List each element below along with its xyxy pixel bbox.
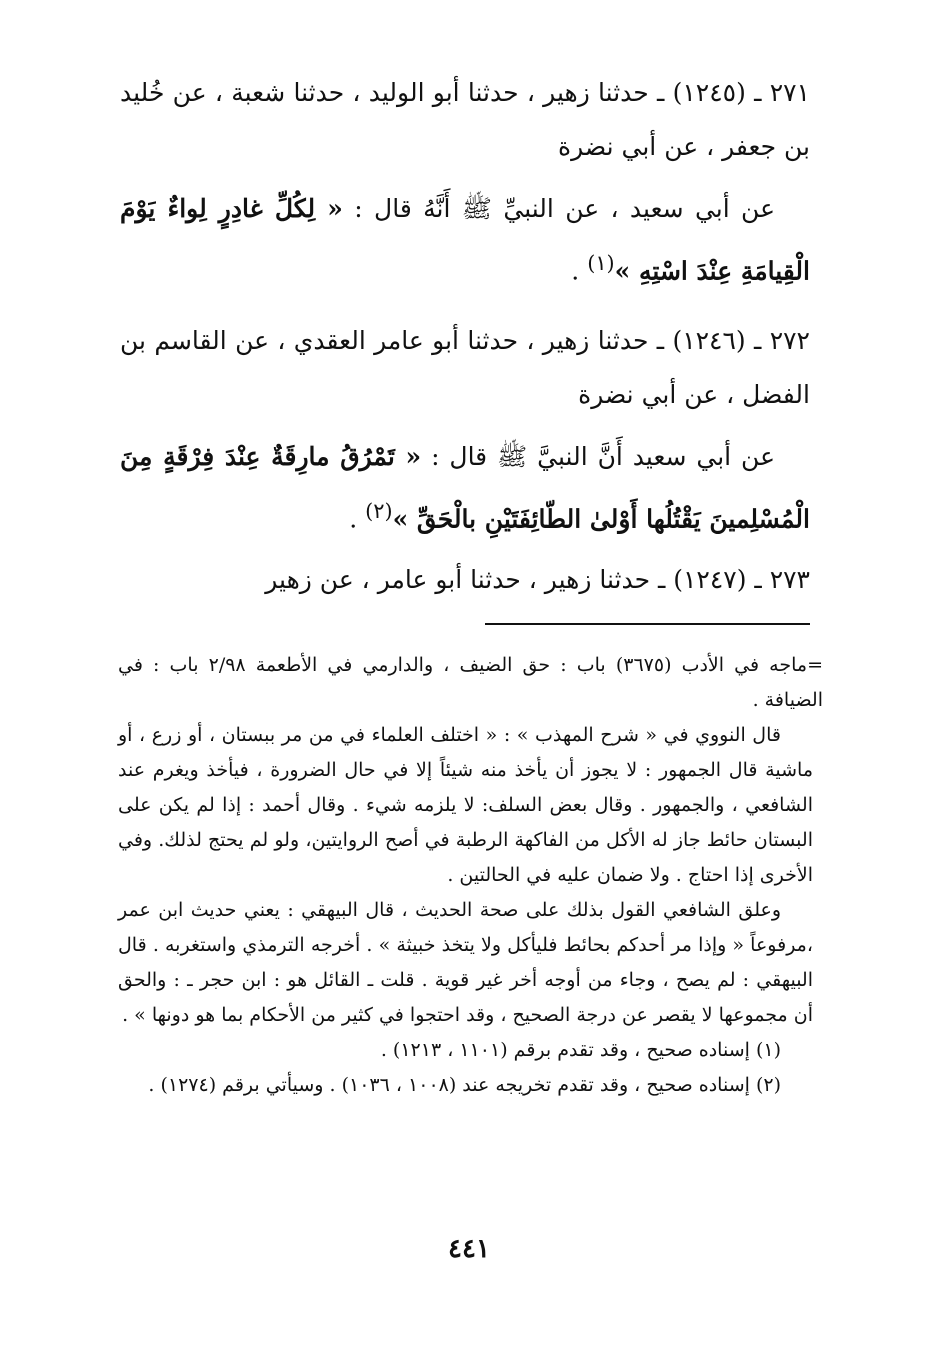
note-bayhaqi: وعلق الشافعي القول بذلك على صحة الحديث ، قال البيهقي : يعني حديث ابن عمر ،مرفوعاً « وإذا مر أحدكم بحائط فليأكل ولا يتخذ خبيثة » . أخرجه الترمذي واستغربه . قال البيهقي : لم يصح ، وجاء من أوجه أخر غير قوية . قلت ـ القائل هو : ابن حجر ـ : والحق أن مجموعها لا يقصر عن درجة الصحيح ، وقد احتجوا في كثير من الأحكام بما هو دونها » . — [118, 899, 813, 1026]
note-nawawi: قال النووي في « شرح المهذب » : « اختلف العلماء في من مر ببستان ، أو زرع ، أو ماشية قال الجمهور : لا يجوز أن يأخذ منه شيئاً إلا في حال الضرورة ، فيأخذ ويغرم عند الشافعي ، والجمهور . وقال بعض السلف: لا يلزمه شيء . وقال أحمد : إذا لم يكن على البستان حائط جاز له الأكل من الفاكهة الرطبة في أصح الروايتين، ولو لم يحتج لذلك. وفي الأخرى إذا احتاج . ولا ضمان عليه في الحالتين . — [118, 724, 813, 886]
hadith-272-matn-intro: عن أبي سعيد أَنَّ النبيَّ ﷺ قال : — [431, 442, 775, 471]
hadith-271-matn-quote: « لِكُلِّ غادِرٍ لِواءٌ يَوْمَ الْقِيامَةِ عِنْدَ اسْتِهِ » — [120, 194, 810, 286]
hadith-273 — [120, 553, 810, 615]
hadith-272-matn — [120, 430, 810, 546]
hadith-271-end: . — [571, 256, 588, 286]
hadith-272-end: . — [349, 504, 366, 534]
footnote-1: (١) إسناده صحيح ، وقد تقدم برقم (١١٠١ ، ١٢١٣) . — [380, 1039, 781, 1061]
hadith-272 — [120, 314, 810, 562]
hadith-272-chain: ٢٧٢ ـ (١٢٤٦) ـ حدثنا زهير ، حدثنا أبو عامر العقدي ، عن القاسم بن الفضل ، عن أبي نضرة — [120, 326, 810, 409]
hadith-271-matn — [120, 182, 810, 298]
hadith-273-chain: ٢٧٣ ـ (١٢٤٧) ـ حدثنا زهير ، حدثنا أبو عامر ، عن زهير — [265, 565, 810, 594]
footnote-2: (٢) إسناده صحيح ، وقد تقدم تخريجه عند (١٠٠٨ ، ١٠٣٦) . وسيأتي برقم (١٢٧٤) . — [148, 1074, 781, 1096]
footnote-ref-1: (١) — [587, 251, 615, 275]
hadith-271-matn-intro: عن أبي سعيد ، عن النبيِّ ﷺ أَنَّهُ قال : — [354, 194, 775, 223]
hadith-271-chain: ٢٧١ ـ (١٢٤٥) ـ حدثنا زهير ، حدثنا أبو الوليد ، حدثنا شعبة ، عن خُليد بن جعفر ، عن أبي نضرة — [120, 78, 810, 161]
hadith-272-matn-quote: « تَمْرُقُ مارِقَةٌ عِنْدَ فِرْقَةٍ مِنَ الْمُسْلِمينَ يَقْتُلُها أَوْلىٰ الطّائِفَتَيْنِ بالْحَقِّ » — [120, 442, 810, 534]
footnotes — [118, 648, 823, 1103]
page-number: ٤٤١ — [448, 1234, 490, 1264]
footnote-ref-2: (٢) — [365, 499, 393, 523]
note-continuation: =ماجه في الأدب (٣٦٧٥) باب : حق الضيف ، والدارمي في الأطعمة ٢/٩٨ باب : في الضيافة . — [118, 654, 823, 711]
hadith-271 — [120, 66, 810, 314]
footnote-divider — [485, 623, 810, 625]
